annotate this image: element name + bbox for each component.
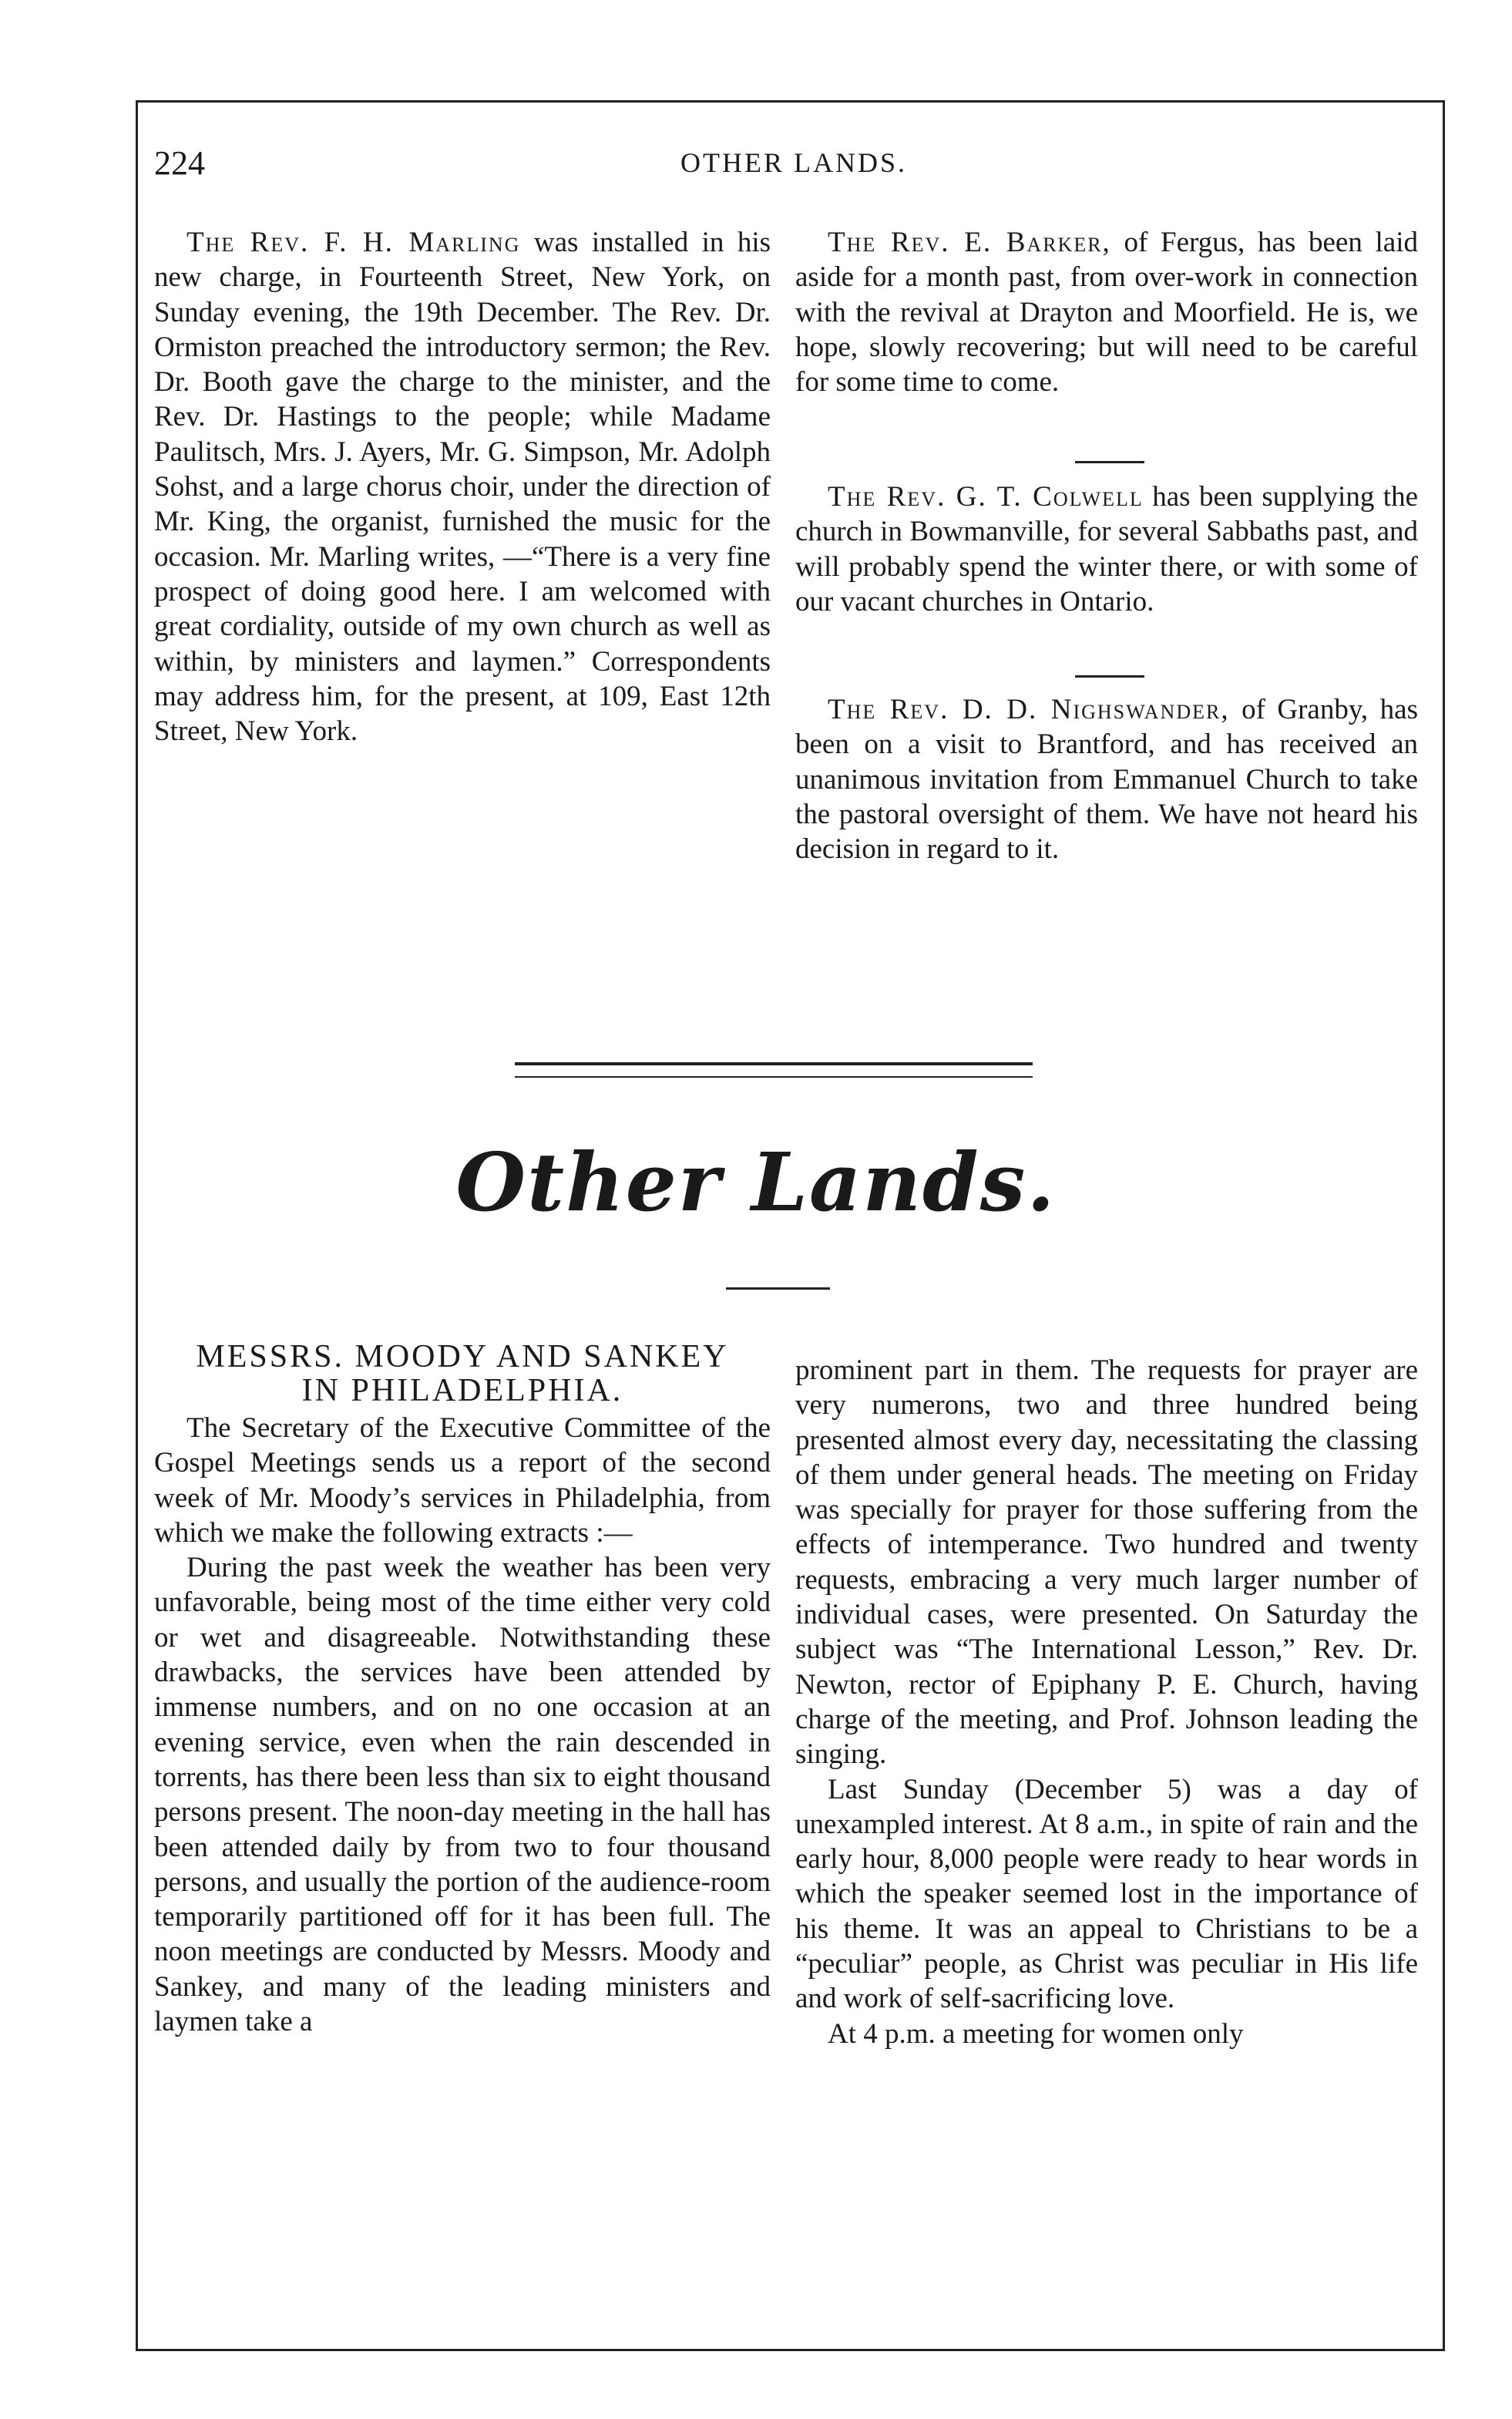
frame-bottom-rule bbox=[136, 2349, 1445, 2351]
barker-body: of Fergus, has been laid aside for a month past, from over-work in connection with the revival at Drayton and Moorfield. He is, we hope, slowly recovering; but will need to be careful for some time to come. bbox=[795, 227, 1418, 399]
article-right-column bbox=[795, 1353, 1418, 2051]
running-head: OTHER LANDS. bbox=[680, 147, 907, 178]
top-right-column bbox=[795, 225, 1418, 399]
colwell-lead: The Rev. G. T. Colwell bbox=[828, 481, 1144, 513]
barker-paragraph bbox=[795, 225, 1418, 399]
nighswander-body: of Granby, has been on a visit to Brantford, and has received an unanimous invitation from Emmanuel Church to take the pastoral oversight of them. We have not heard his decision in regard to it. bbox=[795, 694, 1418, 866]
colwell-paragraph bbox=[795, 479, 1418, 619]
article-paragraph-5: At 4 p.m. a meeting for women only bbox=[828, 2017, 1244, 2050]
page-number: 224 bbox=[154, 144, 205, 182]
article-paragraph-1: The Secretary of the Executive Committee of the Gospel Meetings sends us a report of the second week of Mr. Moody’s services in Philadelphia, from which we make the following extracts :— bbox=[154, 1412, 771, 1549]
article-heading-line-1: MESSRS. MOODY AND SANKEY bbox=[196, 1339, 729, 1374]
colwell-body: has been supplying the church in Bowmanville, for several Sabbaths past, and will probably spend the winter there, or with some of our vacant churches in Ontario. bbox=[795, 481, 1419, 617]
article-paragraph-3: prominent part in them. The requests for prayer are very numerons, two and three hundred being presented almost every day, necessitating the classing of them under general heads. The meeting on Friday was specially for prayer for those suffering from the effects of intemperance. Two hundred and twenty requests, embracing a very much larger number of individual cases, were presented. On Saturday the subject was “The International Lesson,” Rev. Dr. Newton, rector of Epiphany P. E. Church, having charge of the meeting, and Prof. Johnson leading the singing. bbox=[795, 1354, 1418, 1771]
top-left-column bbox=[154, 225, 771, 749]
marling-body: was installed in his new charge, in Fourteenth Street, New York, on Sunday evening, the 19th December. The Rev. Dr. Ormiston preached the introductory sermon; the Rev. Dr. Booth gave the charge to the minister, and the Rev. Dr. Hastings to the people; while Madame Paulitsch, Mrs. J. Ayers, Mr. G. Simpson, Mr. Adolph Sohst, and a large chorus choir, under the direction of Mr. King, the organist, furnished the music for the occasion. Mr. Marling writes, —“There is a very fine prospect of doing good here. I am welcomed with great cordiality, outside of my own church as well as within, by ministers and laymen.” Correspondents may address him, for the present, at 109, East 12th Street, New York. bbox=[154, 227, 771, 748]
marling-paragraph bbox=[154, 225, 771, 749]
marling-lead: The Rev. F. H. Marling bbox=[186, 227, 521, 258]
article-heading-line-2: IN PHILADELPHIA. bbox=[301, 1373, 623, 1408]
top-right-column-2 bbox=[795, 479, 1418, 619]
section-title-rule bbox=[726, 1287, 830, 1290]
barker-lead: The Rev. E. Barker, bbox=[828, 227, 1111, 258]
top-right-column-3 bbox=[795, 692, 1418, 866]
page-header bbox=[154, 143, 1433, 190]
divider-short-2 bbox=[1075, 675, 1144, 678]
article-paragraph-4: Last Sunday (December 5) was a day of unexampled interest. At 8 a.m., in spite of rain and the early hour, 8,000 people were ready to hear words in which the speaker seemed lost in the importance of his theme. It was an appeal to Christians to be a “peculiar” people, as Christ was peculiar in His life and work of self-sacrificing love. bbox=[795, 1773, 1418, 2015]
frame-top-rule bbox=[136, 100, 1445, 103]
article-left-column bbox=[154, 1340, 771, 2039]
nighswander-lead: The Rev. D. D. Nighswander, bbox=[828, 694, 1230, 725]
nighswander-paragraph bbox=[795, 692, 1418, 866]
divider-short-1 bbox=[1075, 461, 1144, 463]
section-title: Other Lands. bbox=[455, 1135, 1057, 1230]
article-paragraph-2: During the past week the weather has been very unfavorable, being most of the time either very cold or wet and disagreeable. Notwithstanding these drawbacks, the services have been attended by immense numbers, and on no one occasion at an evening service, even when the rain descended in torrents, has there been less than six to eight thousand persons present. The noon-day meeting in the hall has been attended daily by from two to four thousand persons, and usually the portion of the audience-room temporarily partitioned off for it has been full. The noon meetings are conducted by Messrs. Moody and Sankey, and many of the leading ministers and laymen take a bbox=[154, 1552, 771, 2038]
article-heading bbox=[154, 1340, 771, 1408]
section-double-rule bbox=[515, 1062, 1033, 1078]
